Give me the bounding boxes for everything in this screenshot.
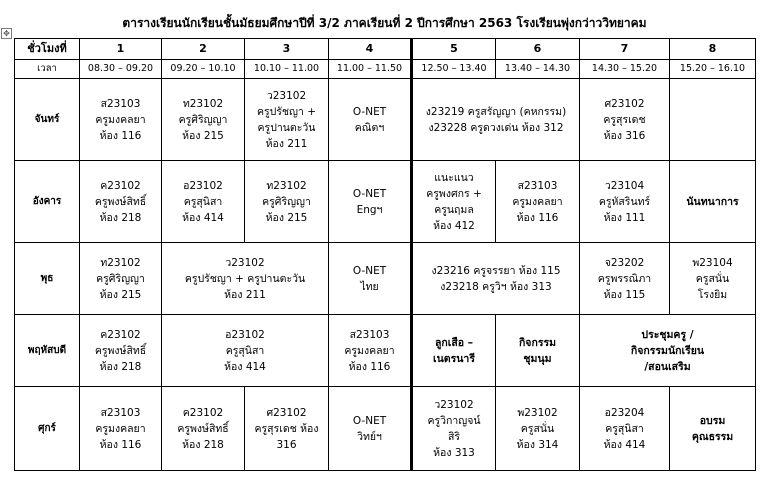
class-cell: พ23104 ครูสนั่น โรงยิม <box>670 243 756 315</box>
day-name: พุธ <box>15 243 80 315</box>
class-cell: ศ23102 ครูสุรเดช ห้อง 316 <box>580 79 670 161</box>
period-number: 5 <box>412 39 496 60</box>
period-time: 15.20 – 16.10 <box>670 60 756 79</box>
period-time: 09.20 – 10.10 <box>162 60 245 79</box>
time-label: เวลา <box>15 60 80 79</box>
day-row-monday <box>15 79 756 161</box>
period-number: 1 <box>80 39 162 60</box>
day-name: จันทร์ <box>15 79 80 161</box>
class-cell: ท23102 ครูศิริญญา ห้อง 215 <box>162 79 245 161</box>
time-header-row <box>15 60 756 79</box>
class-cell: อ23204 ครูสุนิสา ห้อง 414 <box>580 387 670 471</box>
period-number: 2 <box>162 39 245 60</box>
day-row-wednesday <box>15 243 756 315</box>
period-time: 08.30 – 09.20 <box>80 60 162 79</box>
period-number: 6 <box>496 39 580 60</box>
period-number: 7 <box>580 39 670 60</box>
activity-cell: อบรม คุณธรรม <box>670 387 756 471</box>
class-cell: พ23102 ครูสนั่น ห้อง 314 <box>496 387 580 471</box>
table-move-handle-icon[interactable]: ✥ <box>1 28 12 39</box>
empty-cell <box>670 79 756 161</box>
day-row-thursday <box>15 315 756 387</box>
class-cell: ส23103 ครูมงคลยา ห้อง 116 <box>496 161 580 243</box>
class-cell-merged: อ23102 ครูสุนิสา ห้อง 414 <box>162 315 329 387</box>
activity-cell: กิจกรรม ชุมนุม <box>496 315 580 387</box>
class-cell: ท23102 ครูศิริญญา ห้อง 215 <box>80 243 162 315</box>
day-name: ศุกร์ <box>15 387 80 471</box>
class-cell: อ23102 ครูสุนิสา ห้อง 414 <box>162 161 245 243</box>
day-row-tuesday <box>15 161 756 243</box>
onet-cell: O-NET ไทย <box>329 243 412 315</box>
day-name: อังคาร <box>15 161 80 243</box>
page-title: ตารางเรียนนักเรียนชั้นมัธยมศึกษาปีที่ 3/2 ภาคเรียนที่ 2 ปีการศึกษา 2563 โรงเรียนพุ่งกว่าววิทยาคม <box>122 16 647 30</box>
class-cell: ศ23102 ครูสุรเดช ห้อง 316 <box>245 387 329 471</box>
class-cell: ส23103 ครูมงคลยา ห้อง 116 <box>80 387 162 471</box>
period-time: 12.50 – 13.40 <box>412 60 496 79</box>
period-header-row <box>15 39 756 60</box>
activity-cell: ลูกเสือ – เนตรนารี <box>412 315 496 387</box>
period-number: 4 <box>329 39 412 60</box>
period-time: 13.40 – 14.30 <box>496 60 580 79</box>
onet-cell: O-NET Engฯ <box>329 161 412 243</box>
class-cell: ค23102 ครูพงษ์สิทธิ์ ห้อง 218 <box>80 315 162 387</box>
class-cell: ว23102 ครูวิกาญจน์ สิริ ห้อง 313 <box>412 387 496 471</box>
period-time: 10.10 – 11.00 <box>245 60 329 79</box>
activity-cell: นันทนาการ <box>670 161 756 243</box>
period-time: 11.00 – 11.50 <box>329 60 412 79</box>
day-name: พฤหัสบดี <box>15 315 80 387</box>
class-cell-merged: ง23219 ครูสรัญญา (คหกรรม) ง23228 ครูดวงเด่น ห้อง 312 <box>412 79 580 161</box>
onet-cell: O-NET วิทย์ฯ <box>329 387 412 471</box>
class-cell: ท23102 ครูศิริญญา ห้อง 215 <box>245 161 329 243</box>
class-cell: ส23103 ครูมงคลยา ห้อง 116 <box>329 315 412 387</box>
class-cell: ว23104 ครูหัสรินทร์ ห้อง 111 <box>580 161 670 243</box>
class-cell: แนะแนว ครูพงศกร + ครูนฤมล ห้อง 412 <box>412 161 496 243</box>
class-cell: ว23102 ครูปรัชญา + ครูปานตะวัน ห้อง 211 <box>245 79 329 161</box>
class-cell: ค23102 ครูพงษ์สิทธิ์ ห้อง 218 <box>80 161 162 243</box>
period-number: 8 <box>670 39 756 60</box>
timetable <box>14 38 756 471</box>
class-cell-merged: ง23216 ครูจรรยา ห้อง 115 ง23218 ครูวิฯ ห้อง 313 <box>412 243 580 315</box>
period-time: 14.30 – 15.20 <box>580 60 670 79</box>
class-cell: จ23202 ครูพรรณิภา ห้อง 115 <box>580 243 670 315</box>
class-cell: ค23102 ครูพงษ์สิทธิ์ ห้อง 218 <box>162 387 245 471</box>
onet-cell: O-NET คณิตฯ <box>329 79 412 161</box>
activity-cell-merged: ประชุมครู / กิจกรรมนักเรียน /สอนเสริม <box>580 315 756 387</box>
period-label: ชั่วโมงที่ <box>15 39 80 60</box>
class-cell: ส23103 ครูมงคลยา ห้อง 116 <box>80 79 162 161</box>
day-row-friday <box>15 387 756 471</box>
class-cell-merged: ว23102 ครูปรัชญา + ครูปานตะวัน ห้อง 211 <box>162 243 329 315</box>
period-number: 3 <box>245 39 329 60</box>
